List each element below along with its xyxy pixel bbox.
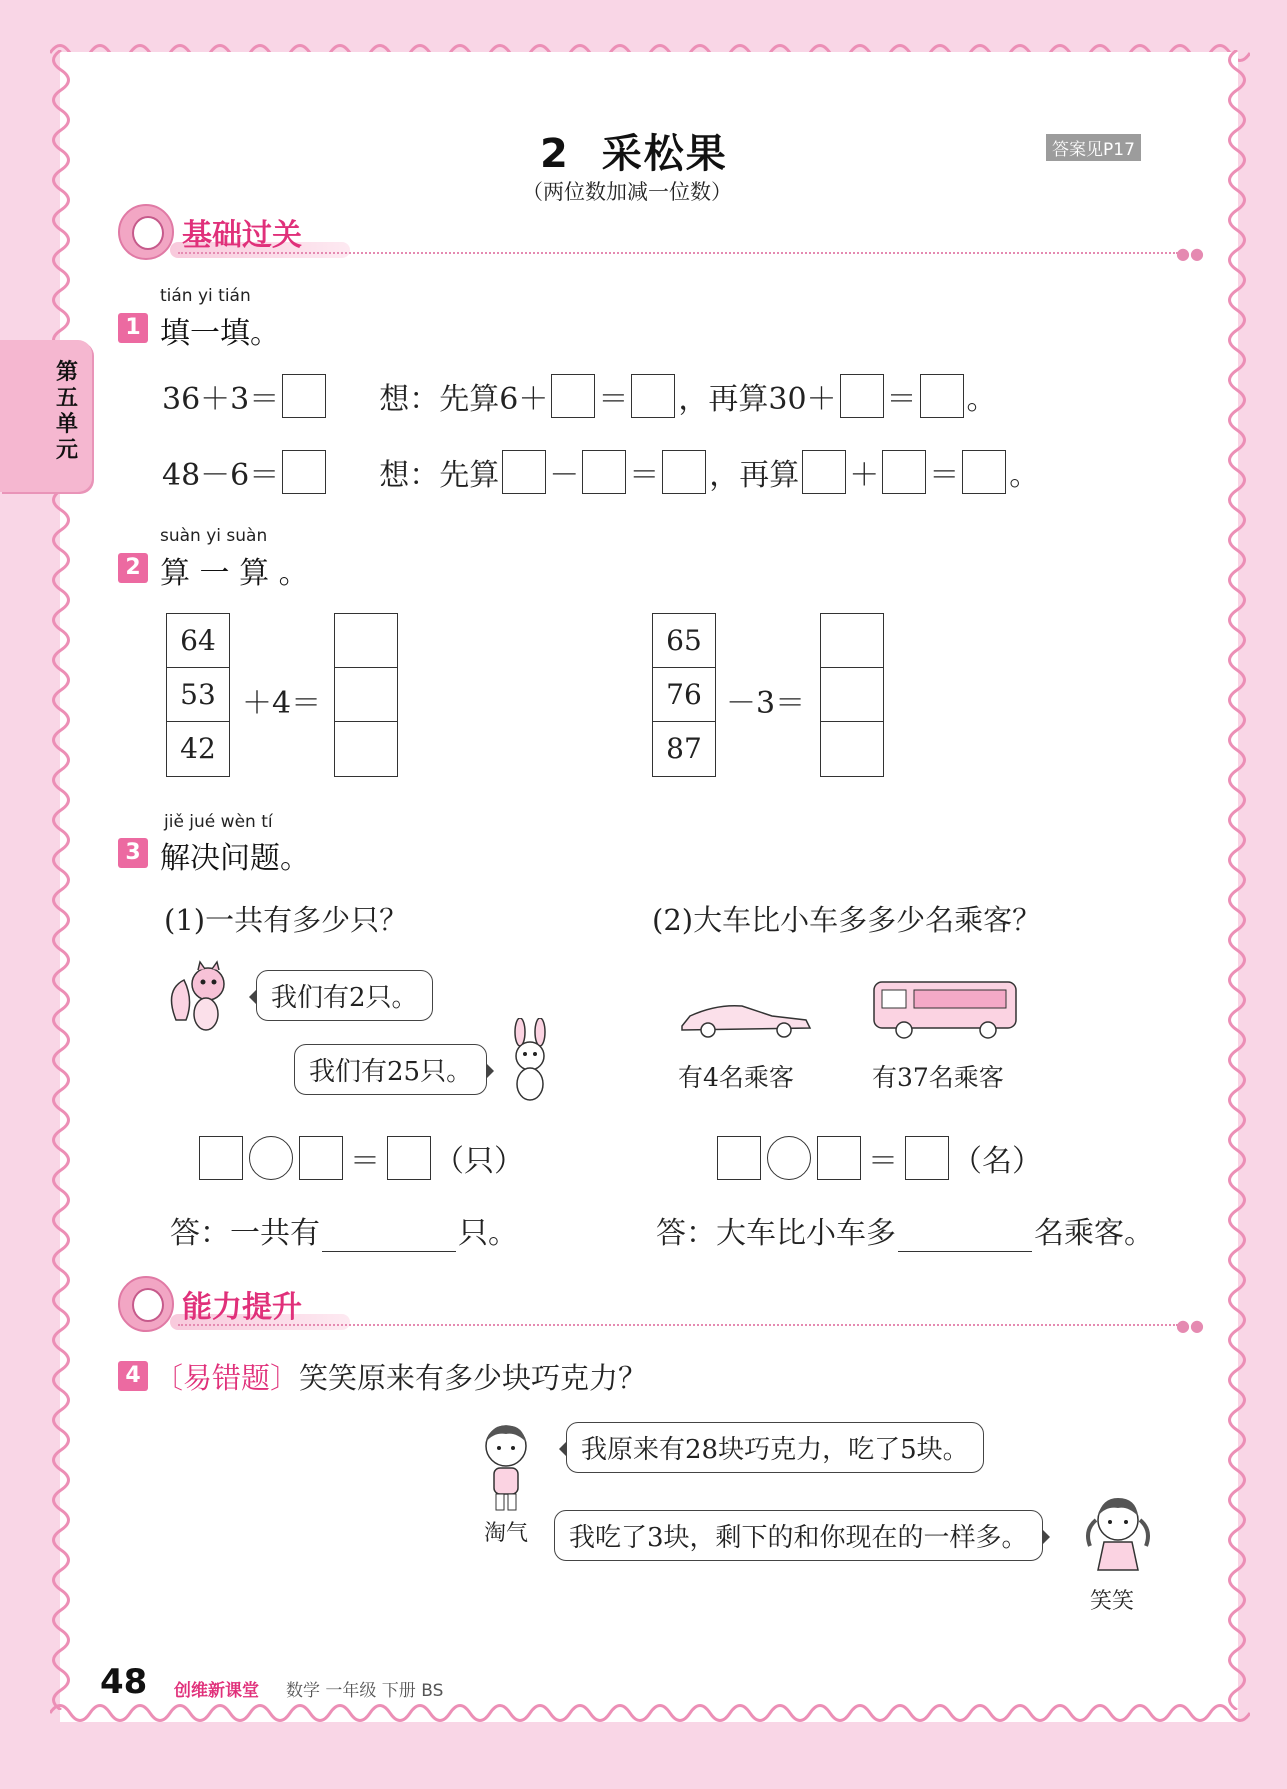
q3-part2-answer [656, 1208, 1154, 1252]
equation: 48－6＝ [162, 458, 280, 493]
q4-number: 4 [118, 1361, 148, 1391]
q3-part1-answer [170, 1208, 518, 1252]
answer-box[interactable] [282, 450, 326, 494]
answer-box[interactable] [662, 450, 706, 494]
value-cell: 42 [180, 732, 216, 765]
page-border-right [1222, 50, 1252, 1710]
answer-box[interactable] [905, 1136, 949, 1180]
answer-cell[interactable] [335, 614, 397, 668]
mascot-icon [118, 1276, 174, 1332]
value-cell: 53 [167, 668, 229, 722]
value-cell: 76 [653, 668, 715, 722]
q2-number: 2 [118, 553, 148, 583]
unit-tab-label: 第五单元 [56, 360, 79, 463]
q1-row1 [162, 374, 997, 418]
bus-icon [870, 976, 1022, 1044]
speech-bubble: 我原来有28块巧克力，吃了5块。 [566, 1422, 984, 1473]
value-cell: 87 [666, 732, 702, 765]
q1-number: 1 [118, 313, 148, 343]
q4-text: 笑笑原来有多少块巧克力？ [299, 1361, 648, 1395]
plus-sign: ＋ [849, 458, 880, 493]
period: 。 [966, 382, 997, 417]
page-title [540, 122, 728, 179]
speech-bubble: 我吃了3块，剩下的和你现在的一样多。 [554, 1510, 1043, 1561]
equals-sign: ＝ [868, 1144, 898, 1179]
q3-part1-question: (1)一共有多少只？ [164, 903, 409, 937]
operator-circle[interactable] [767, 1136, 811, 1180]
footer-info: 数学 一年级 下册 BS [286, 1681, 444, 1701]
answer-blank[interactable] [322, 1221, 456, 1252]
answer-cell[interactable] [335, 668, 397, 722]
car-icon [676, 996, 816, 1040]
unit-label: （名） [952, 1144, 1042, 1179]
answer-box[interactable] [282, 374, 326, 418]
q4-question [154, 1356, 647, 1397]
speech-bubble: 我们有2只。 [256, 970, 433, 1021]
footer-brand: 创维新课堂 [174, 1681, 259, 1701]
answer-box[interactable] [387, 1136, 431, 1180]
girl-name: 笑笑 [1090, 1589, 1135, 1614]
page-number: 48 [100, 1662, 148, 1702]
equals-sign: ＝ [629, 458, 660, 493]
period: 。 [1009, 458, 1040, 493]
equation: 36＋3＝ [162, 382, 280, 417]
lesson-number: 2 [540, 131, 570, 177]
answer-reference: 答案见P17 [1046, 134, 1141, 161]
q3-part1-equation [196, 1136, 524, 1180]
q2-pinyin: suàn yi suàn [160, 526, 268, 546]
q2-right-values [652, 613, 716, 777]
q3-part2-equation [714, 1136, 1042, 1180]
rabbit-icon [500, 1018, 562, 1106]
think-text: 想：先算6＋ [379, 382, 549, 417]
answer-box[interactable] [582, 450, 626, 494]
q3-pinyin: jiě jué wèn tí [164, 812, 273, 832]
answer-cell[interactable] [335, 722, 397, 776]
equals-sign: ＝ [886, 382, 917, 417]
q3-part2-question: (2)大车比小车多多少名乘客？ [652, 903, 1042, 937]
q1-text: 填一填。 [160, 316, 280, 351]
section-label: 基础过关 [182, 218, 302, 253]
bus-caption: 有37名乘客 [872, 1063, 1004, 1092]
q2-left-answers [334, 613, 398, 777]
q1-pinyin: tián yi tián [160, 286, 251, 306]
answer-cell[interactable] [821, 668, 883, 722]
page-subtitle: （两位数加减一位数） [522, 180, 732, 204]
minus-sign: － [549, 458, 580, 493]
section-advanced [118, 1276, 1218, 1336]
answer-cell[interactable] [821, 722, 883, 776]
q1-row2 [162, 450, 1039, 494]
answer-box[interactable] [882, 450, 926, 494]
dots-icon: ●● [1176, 1316, 1204, 1335]
mascot-icon [118, 204, 174, 260]
answer-prefix: 答：大车比小车多 [656, 1216, 896, 1251]
answer-suffix: 名乘客。 [1034, 1216, 1154, 1251]
think-text: ，再算 [709, 458, 800, 493]
value-cell: 65 [653, 614, 715, 668]
answer-blank[interactable] [898, 1221, 1032, 1252]
unit-label: （只） [434, 1144, 524, 1179]
answer-box[interactable] [817, 1136, 861, 1180]
dots-icon: ●● [1176, 244, 1204, 263]
equals-sign: ＝ [350, 1144, 380, 1179]
answer-prefix: 答：一共有 [170, 1216, 320, 1251]
answer-box[interactable] [920, 374, 964, 418]
tag-error-prone: 〔易错题〕 [154, 1361, 300, 1395]
squirrel-icon [164, 960, 234, 1038]
boy-name: 淘气 [484, 1521, 529, 1546]
value-cell: 64 [167, 614, 229, 668]
answer-box[interactable] [199, 1136, 243, 1180]
section-label: 能力提升 [182, 1290, 302, 1325]
answer-box[interactable] [299, 1136, 343, 1180]
think-text: 想：先算 [379, 458, 500, 493]
girl-icon [1080, 1490, 1158, 1580]
answer-suffix: 只。 [458, 1216, 518, 1251]
q2-right-operator: －3＝ [726, 686, 806, 721]
q2-right-answers [820, 613, 884, 777]
q2-left-operator: ＋4＝ [242, 686, 322, 721]
unit-tab [0, 340, 92, 492]
car-caption: 有4名乘客 [678, 1063, 794, 1092]
think-text: ，再算30＋ [678, 382, 837, 417]
equals-sign: ＝ [929, 458, 960, 493]
answer-box[interactable] [717, 1136, 761, 1180]
answer-box[interactable] [802, 450, 846, 494]
answer-cell[interactable] [821, 614, 883, 668]
answer-box[interactable] [840, 374, 884, 418]
speech-bubble: 我们有25只。 [294, 1044, 487, 1095]
q3-number: 3 [118, 838, 148, 868]
answer-box[interactable] [551, 374, 595, 418]
page-border-left [46, 50, 76, 1710]
section-basic [118, 204, 1218, 264]
page-border-bottom [50, 1698, 1250, 1728]
q2-left-values [166, 613, 230, 777]
operator-circle[interactable] [249, 1136, 293, 1180]
answer-box[interactable] [502, 450, 546, 494]
q3-text: 解决问题。 [160, 841, 310, 876]
boy-icon [472, 1420, 542, 1512]
q2-text: 算 一 算 。 [160, 556, 309, 591]
answer-box[interactable] [962, 450, 1006, 494]
lesson-title: 采松果 [601, 131, 728, 177]
answer-box[interactable] [631, 374, 675, 418]
equals-sign: ＝ [598, 382, 629, 417]
